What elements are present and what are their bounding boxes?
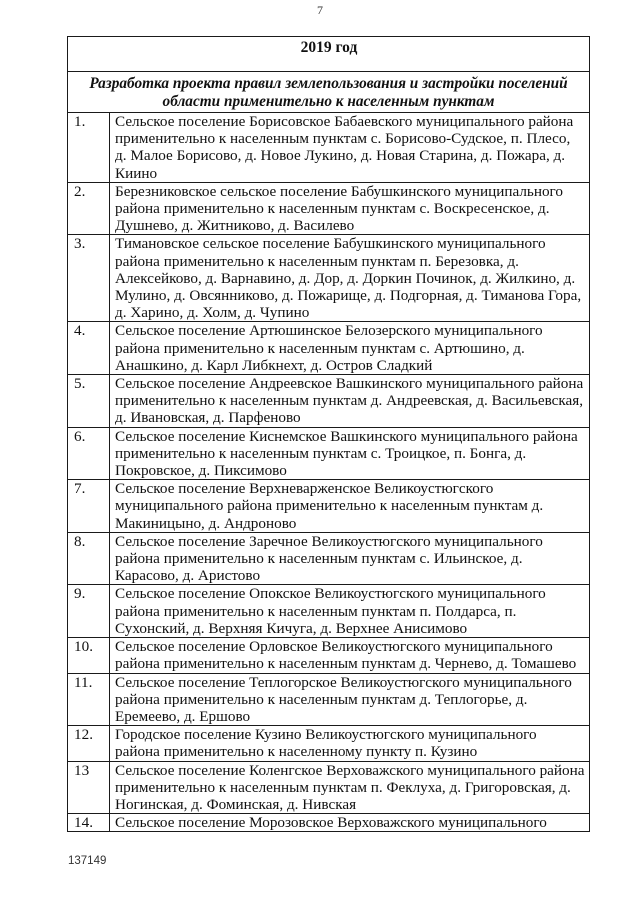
- row-text: Сельское поселение Коленгское Верховажского муниципального района применительно к населенным пунктам п. Феклуха, д. Григоровская, д. Ногинская, д. Фоминская, д. Нивская: [110, 761, 590, 814]
- row-text: Сельское поселение Орловское Великоустюгского муниципального района применительно к населенным пунктам д. Чернево, д. Томашево: [110, 638, 590, 673]
- row-number: 14.: [68, 814, 110, 832]
- table-row: [68, 480, 590, 533]
- table-row: [68, 182, 590, 235]
- year-header: 2019 год: [68, 37, 590, 72]
- row-text: Сельское поселение Андреевское Вашкинского муниципального района применительно к населенным пунктам д. Андреевская, д. Васильевская, д. Ивановская, д. Парфеново: [110, 375, 590, 428]
- table-row: [68, 726, 590, 761]
- table-row: [68, 113, 590, 183]
- row-number: 9.: [68, 585, 110, 638]
- row-number: 10.: [68, 638, 110, 673]
- row-number: 5.: [68, 375, 110, 428]
- table-row: [68, 427, 590, 480]
- section-title-row: [68, 72, 590, 113]
- section-title: Разработка проекта правил землепользования и застройки поселений области применительно к населенным пунктам: [68, 72, 590, 113]
- table-row: [68, 673, 590, 726]
- row-number: 11.: [68, 673, 110, 726]
- row-text: Тимановское сельское поселение Бабушкинского муниципального района применительно к населенным пунктам п. Березовка, д. Алексейково, д. Варнавино, д. Дор, д. Доркин Починок, д. Жилкино, д. Мулино, д. Овсянниково, д. Пожарище, д. Подгорная, д. Тиманова Гора, д. Харино, д. Холм, д. Чупино: [110, 235, 590, 322]
- table-row: [68, 585, 590, 638]
- table-row: [68, 638, 590, 673]
- footer-document-code: 137149: [68, 855, 107, 867]
- row-text: Городское поселение Кузино Великоустюгского муниципального района применительно к населенному пункту п. Кузино: [110, 726, 590, 761]
- row-number: 4.: [68, 322, 110, 375]
- row-number: 3.: [68, 235, 110, 322]
- table-row: [68, 235, 590, 322]
- row-text: Сельское поселение Артюшинское Белозерского муниципального района применительно к населенным пунктам с. Артюшино, д. Анашкино, д. Карл Либкнехт, д. Остров Сладкий: [110, 322, 590, 375]
- row-text: Сельское поселение Заречное Великоустюгского муниципального района применительно к населенным пунктам с. Ильинское, д. Карасово, д. Аристово: [110, 532, 590, 585]
- table-row: [68, 814, 590, 832]
- row-number: 6.: [68, 427, 110, 480]
- table-row: [68, 761, 590, 814]
- row-text: Сельское поселение Теплогорское Великоустюгского муниципального района применительно к населенным пунктам д. Теплогорье, д. Еремеево, д. Ершово: [110, 673, 590, 726]
- year-header-row: [68, 37, 590, 72]
- row-text: Сельское поселение Верхневарженское Великоустюгского муниципального района применительно к населенным пунктам д. Макиницыно, д. Андроново: [110, 480, 590, 533]
- row-text: Сельское поселение Борисовское Бабаевского муниципального района применительно к населенным пунктам с. Борисово-Судское, п. Плесо, д. Малое Борисово, д. Новое Лукино, д. Новая Старина, д. Пожара, д. Киино: [110, 113, 590, 183]
- row-number: 1.: [68, 113, 110, 183]
- settlements-table: [67, 36, 590, 832]
- row-text: Березниковское сельское поселение Бабушкинского муниципального района применительно к населенным пунктам с. Воскресенское, д. Душнево, д. Житниково, д. Василево: [110, 182, 590, 235]
- row-text: Сельское поселение Опокское Великоустюгского муниципального района применительно к населенным пунктам п. Полдарса, п. Сухонский, д. Верхняя Кичуга, д. Верхнее Анисимово: [110, 585, 590, 638]
- row-number: 2.: [68, 182, 110, 235]
- page-number: 7: [317, 3, 323, 17]
- row-number: 12.: [68, 726, 110, 761]
- row-number: 13: [68, 761, 110, 814]
- table-row: [68, 532, 590, 585]
- row-number: 7.: [68, 480, 110, 533]
- row-number: 8.: [68, 532, 110, 585]
- table-row: [68, 322, 590, 375]
- row-text: Сельское поселение Киснемское Вашкинского муниципального района применительно к населенным пунктам с. Троицкое, п. Бонга, д. Покровское, д. Пиксимово: [110, 427, 590, 480]
- row-text: Сельское поселение Морозовское Верховажского муниципального: [110, 814, 590, 832]
- table-row: [68, 375, 590, 428]
